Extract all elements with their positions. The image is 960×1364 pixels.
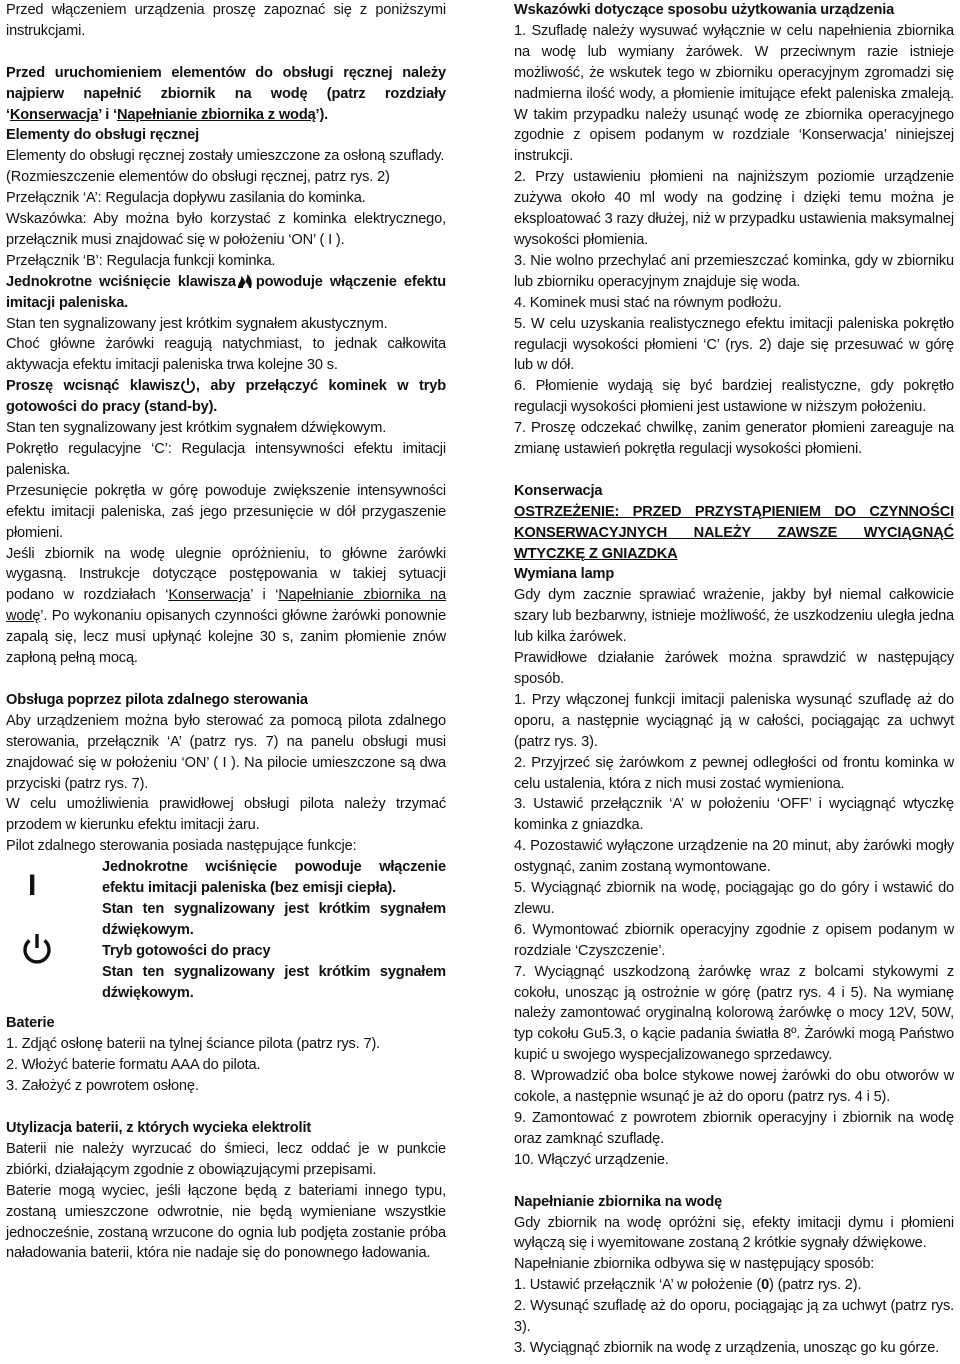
remote-functions (6, 857, 446, 1003)
tip-6: 6. Płomienie wydają się być bardziej realistyczne, gdy pokrętło regulacji wysokości płomieni jest ustawione w niższym położeniu. (514, 378, 954, 416)
tip-7: 7. Proszę odczekać chwilkę, zanim generator płomieni zareaguje na zmianę ustawień pokrętła regulacji wysokości płomieni. (514, 420, 954, 458)
remote-fn-3: Tryb gotowości do pracy (102, 942, 271, 959)
lamp-step-5: 5. Wyciągnąć zbiornik na wodę, pociągając go do góry i wstawić do zlewu. (514, 880, 954, 917)
heading-remote: Obsługa poprzez pilota zdalnego sterowania (6, 691, 308, 708)
lamp-step-10: 10. Włączyć urządzenie. (514, 1151, 669, 1168)
left-column (6, 0, 446, 1264)
standby-key-text-b: , aby przełączyć kominek w tryb gotowości do pracy (stand-by). (6, 378, 446, 416)
flame-key-icon (236, 273, 256, 289)
tip-5: 5. W celu uzyskania realistycznego efektu imitacji paleniska pokrętło regulacji wysokości płomieni ‘C’ (rys. 2) daje się przesuwać w górę lub w dół. (514, 315, 954, 374)
lamp-step-4: 4. Pozostawić wyłączone urządzenie na 20 minut, aby żarówki mogły ostygnąć, zanim zostaną wymontowane. (514, 838, 954, 876)
signal-text: Stan ten sygnalizowany jest krótkim sygnałem akustycznym. (6, 315, 388, 332)
battery-step-1: 1. Zdjąć osłonę baterii na tylnej ściance pilota (patrz rys. 7). (6, 1036, 381, 1053)
empty-tank-text-a: Jeśli zbiornik na wodę ulegnie opróżnieniu, to główne żarówki wygasną. Instrukcje dotyczące postępowania w takiej sytuacji podano w rozdziałach ‘ (6, 545, 446, 604)
heading-maintenance: Konserwacja (514, 482, 603, 499)
disposal-text-1: Baterii nie należy wyrzucać do śmieci, lecz oddać je w punkcie zbiórki, działającym zgodnie z obowiązującymi przepisami. (6, 1140, 446, 1178)
empty-tank-text-c: ’. Po wykonaniu opisanych czynności główne żarówki ponownie zapalą się, lecz musi upłynąć kolejne 30 s, zanim płomienie znów zapłoną pełną mocą. (6, 608, 446, 667)
remote-function-text (102, 857, 446, 1003)
flame-key-text-b: powoduje włączenie efektu imitacji paleniska. (6, 273, 446, 311)
heading-batteries: Baterie (6, 1015, 55, 1032)
heading-filling: Napełnianie zbiornika na wodę (514, 1193, 723, 1210)
hint-text: Wskazówka: Aby można było korzystać z kominka elektrycznego, przełącznik musi znajdować się w położeniu ‘ON’ ( I ). (6, 211, 446, 248)
remote-icons (6, 857, 102, 1003)
standby-key-text-a: Proszę wcisnąć klawisz (6, 378, 180, 395)
fill-step-1 (514, 1275, 954, 1296)
fill-step-1-a: 1. Ustawić przełącznik ‘A’ w położenie ( (514, 1277, 762, 1294)
signal-text-2: Stan ten sygnalizowany jest krótkim sygnałem dźwiękowym. (6, 420, 387, 437)
link-napelnianie[interactable]: Napełnianie zbiornika z wodą (117, 106, 316, 123)
knob-c-text: Pokrętło regulacyjne ‘C’: Regulacja intensywności efektu imitacji paleniska. (6, 441, 446, 478)
knob-move-text: Przesunięcie pokrętła w górę powoduje zwiększenie intensywności efektu imitacji paleniska, zaś jego przesunięcie w dół przygaszenie płomieni. (6, 482, 446, 541)
heading-usage-tips: Wskazówki dotyczące sposobu użytkowania urządzenia (514, 2, 895, 18)
warning-text: OSTRZEŻENIE: PRZED PRZYSTĄPIENIEM DO CZYNNOŚCI KONSERWACYJNYCH NALEŻY ZAWSZE WYCIĄGNĄĆ WTYCZKĘ Z GNIAZDKA (514, 503, 954, 562)
lamp-step-9: 9. Zamontować z powrotem zbiornik operacyjny i zbiornik na wodę oraz zamknąć szufladę. (514, 1110, 954, 1147)
fill-step-1-zero: 0 (761, 1277, 770, 1294)
fill-text-2: Napełnianie zbiornika odbywa się w następujący sposób: (514, 1256, 875, 1273)
link-napelnianie-2[interactable]: Napełnianie zbiornika na wodę (6, 587, 446, 625)
note-text: ’ i ‘ (98, 106, 118, 123)
note-text: Przed uruchomieniem elementów do obsługi ręcznej należy najpierw napełnić zbiornik na wodę (patrz rozdziały ‘ (6, 64, 446, 123)
tip-4: 4. Kominek musi stać na równym podłożu. (514, 294, 782, 311)
remote-text-2: W celu umożliwienia prawidłowej obsługi pilota należy trzymać przodem w kierunku efektu imitacji żaru. (6, 796, 446, 834)
fill-text-1: Gdy zbiornik na wodę opróżni się, efekty imitacji dymu i płomieni wyłączą się i wyemitowane zostaną 2 krótkie sygnały dźwiękowe. (514, 1214, 954, 1252)
note-text: ’). (315, 106, 329, 123)
empty-tank-text-b: ’ i ‘ (250, 587, 279, 604)
remote-text-3: Pilot zdalnego sterowania posiada następujące funkcje: (6, 838, 357, 855)
battery-step-3: 3. Założyć z powrotem osłonę. (6, 1078, 199, 1095)
lamp-step-1: 1. Przy włączonej funkcji imitacji paleniska wysunąć szufladę aż do oporu, a następnie wyciągnąć ją w całości, pociągając za uchwyt (patrz rys. 3). (514, 691, 954, 750)
fill-first-note (6, 63, 446, 126)
fill-step-3: 3. Wyciągnąć zbiornik na wodę z urządzenia, unosząc go ku górze. (514, 1339, 940, 1356)
lamp-text-1: Gdy dym zacznie sprawiać wrażenie, jakby był niemal całkowicie szary lub bezbarwny, istnieje możliwość, że uszkodzeniu uległa jedna lub kilka żarówek. (514, 587, 954, 646)
remote-text-1: Aby urządzeniem można było sterować za pomocą pilota zdalnego sterowania, przełącznik ‘A’ (patrz rys. 7) na panelu obsługi musi znajdować się w położeniu ‘ON’ ( I ). Na pilocie umieszczone są dwa przyciski (patrz rys. 7). (6, 712, 446, 792)
flame-key-text-a: Jednokrotne wciśnięcie klawisza (6, 273, 236, 290)
flame-key-text (6, 272, 446, 314)
intro-paragraph: Przed włączeniem urządzenia proszę zapoznać się z poniższymi instrukcjami. (6, 2, 446, 39)
activation-text: Choć główne żarówki reagują natychmiast, to jednak całkowita aktywacja efektu imitacji paleniska trwa kolejne 30 s. (6, 336, 446, 374)
lamp-step-2: 2. Przyjrzeć się żarówkom z pewnej odległości od frontu kominka w celu ustalenia, która z nich musi zostać wymieniona. (514, 754, 954, 792)
lamp-step-3: 3. Ustawić przełącznik ‘A’ w położeniu ‘OFF’ i wyciągnąć wtyczkę kominka z gniazdka. (514, 796, 954, 834)
tip-1: 1. Szufladę należy wysuwać wyłącznie w celu napełnienia zbiornika na wodę lub wymiany żarówek. W przeciwnym razie istnieje możliwość, że wskutek tego w zbiorniku operacyjnym zgromadzi się nadmierna ilość wody, a płomienie imitujące efekt paleniska zmaleją. W takim przypadku należy usunąć wodę ze zbiornika operacyjnego zgodnie z opisem podanym w rozdziale ‘Konserwacja’ niniejszej instrukcji. (514, 22, 954, 165)
link-konserwacja[interactable]: Konserwacja (9, 106, 99, 123)
disposal-text-2: Baterie mogą wyciec, jeśli łączone będą z bateriami innego typu, zostaną umieszczone odwrotnie, nie będą wymieniane wszystkie jednocześnie, zostaną wrzucone do ognia lub podjęta zostanie próba naładowania baterii, która nie nadaje się do ponownego ładowania. (6, 1182, 446, 1262)
power-button-icon (20, 931, 54, 965)
link-konserwacja-2[interactable]: Konserwacja (168, 587, 251, 604)
battery-step-2: 2. Włożyć baterie formatu AAA do pilota. (6, 1057, 261, 1074)
on-button-icon: I (28, 869, 37, 903)
manual-controls-text: Elementy do obsługi ręcznej zostały umieszczone za osłoną szuflady. (6, 148, 445, 165)
right-column (514, 0, 954, 1359)
lamp-step-6: 6. Wymontować zbiornik operacyjny zgodnie z opisem podanym w rozdziale ‘Czyszczenie’. (514, 921, 954, 959)
switch-a-text: Przełącznik ‘A’: Regulacja dopływu zasilania do kominka. (6, 190, 366, 207)
lamp-text-2: Prawidłowe działanie żarówek można sprawdzić w następujący sposób. (514, 650, 954, 687)
fill-step-1-b: ) (patrz rys. 2). (769, 1277, 862, 1294)
layout-reference: (Rozmieszczenie elementów do obsługi ręcznej, patrz rys. 2) (6, 169, 390, 186)
heading-lamp-replacement: Wymiana lamp (514, 566, 615, 583)
heading-manual-controls: Elementy do obsługi ręcznej (6, 127, 200, 144)
switch-b-text: Przełącznik ‘B’: Regulacja funkcji kominka. (6, 252, 276, 269)
standby-key-text (6, 376, 446, 418)
heading-disposal: Utylizacja baterii, z których wycieka elektrolit (6, 1119, 312, 1136)
power-icon (180, 377, 196, 393)
tip-2: 2. Przy ustawieniu płomieni na najniższym poziomie urządzenie zużywa około 40 ml wody na godzinę i dzięki temu można je eksploatować 3 razy dłużej, niż w przypadku ustawienia maksymalnej wysokości płomienia. (514, 169, 954, 248)
lamp-step-8: 8. Wprowadzić oba bolce stykowe nowej żarówki do obu otworów w cokole, a następnie wsunąć je aż do oporu (patrz rys. 4 i 5). (514, 1068, 954, 1106)
empty-tank-text (6, 544, 446, 669)
fill-step-2: 2. Wysunąć szufladę aż do oporu, pociągając ją za uchwyt (patrz rys. 3). (514, 1298, 954, 1336)
remote-fn-2: Stan ten sygnalizowany jest krótkim sygnałem dźwiękowym. (102, 900, 446, 938)
remote-fn-1: Jednokrotne wciśnięcie powoduje włączenie efektu imitacji paleniska (bez emisji ciepła). (102, 859, 446, 897)
remote-fn-4: Stan ten sygnalizowany jest krótkim sygnałem dźwiękowym. (102, 963, 446, 1001)
tip-3: 3. Nie wolno przechylać ani przemieszczać kominka, gdy w zbiorniku lub zbiorniku operacyjnym znajduje się woda. (514, 252, 954, 290)
lamp-step-7: 7. Wyciągnąć uszkodzoną żarówkę wraz z bolcami stykowymi z cokołu, unosząc ją ostrożnie w górę (patrz rys. 4 i 5). Na wymianę należy zamontować oryginalną kolorową żarówkę o mocy 12V, 50W, typ cokołu Gu5.3, o kącie padania światła 8º. Żarówki mogą Państwo kupić u swojego wyspecjalizowanego sprzedawcy. (514, 963, 954, 1064)
